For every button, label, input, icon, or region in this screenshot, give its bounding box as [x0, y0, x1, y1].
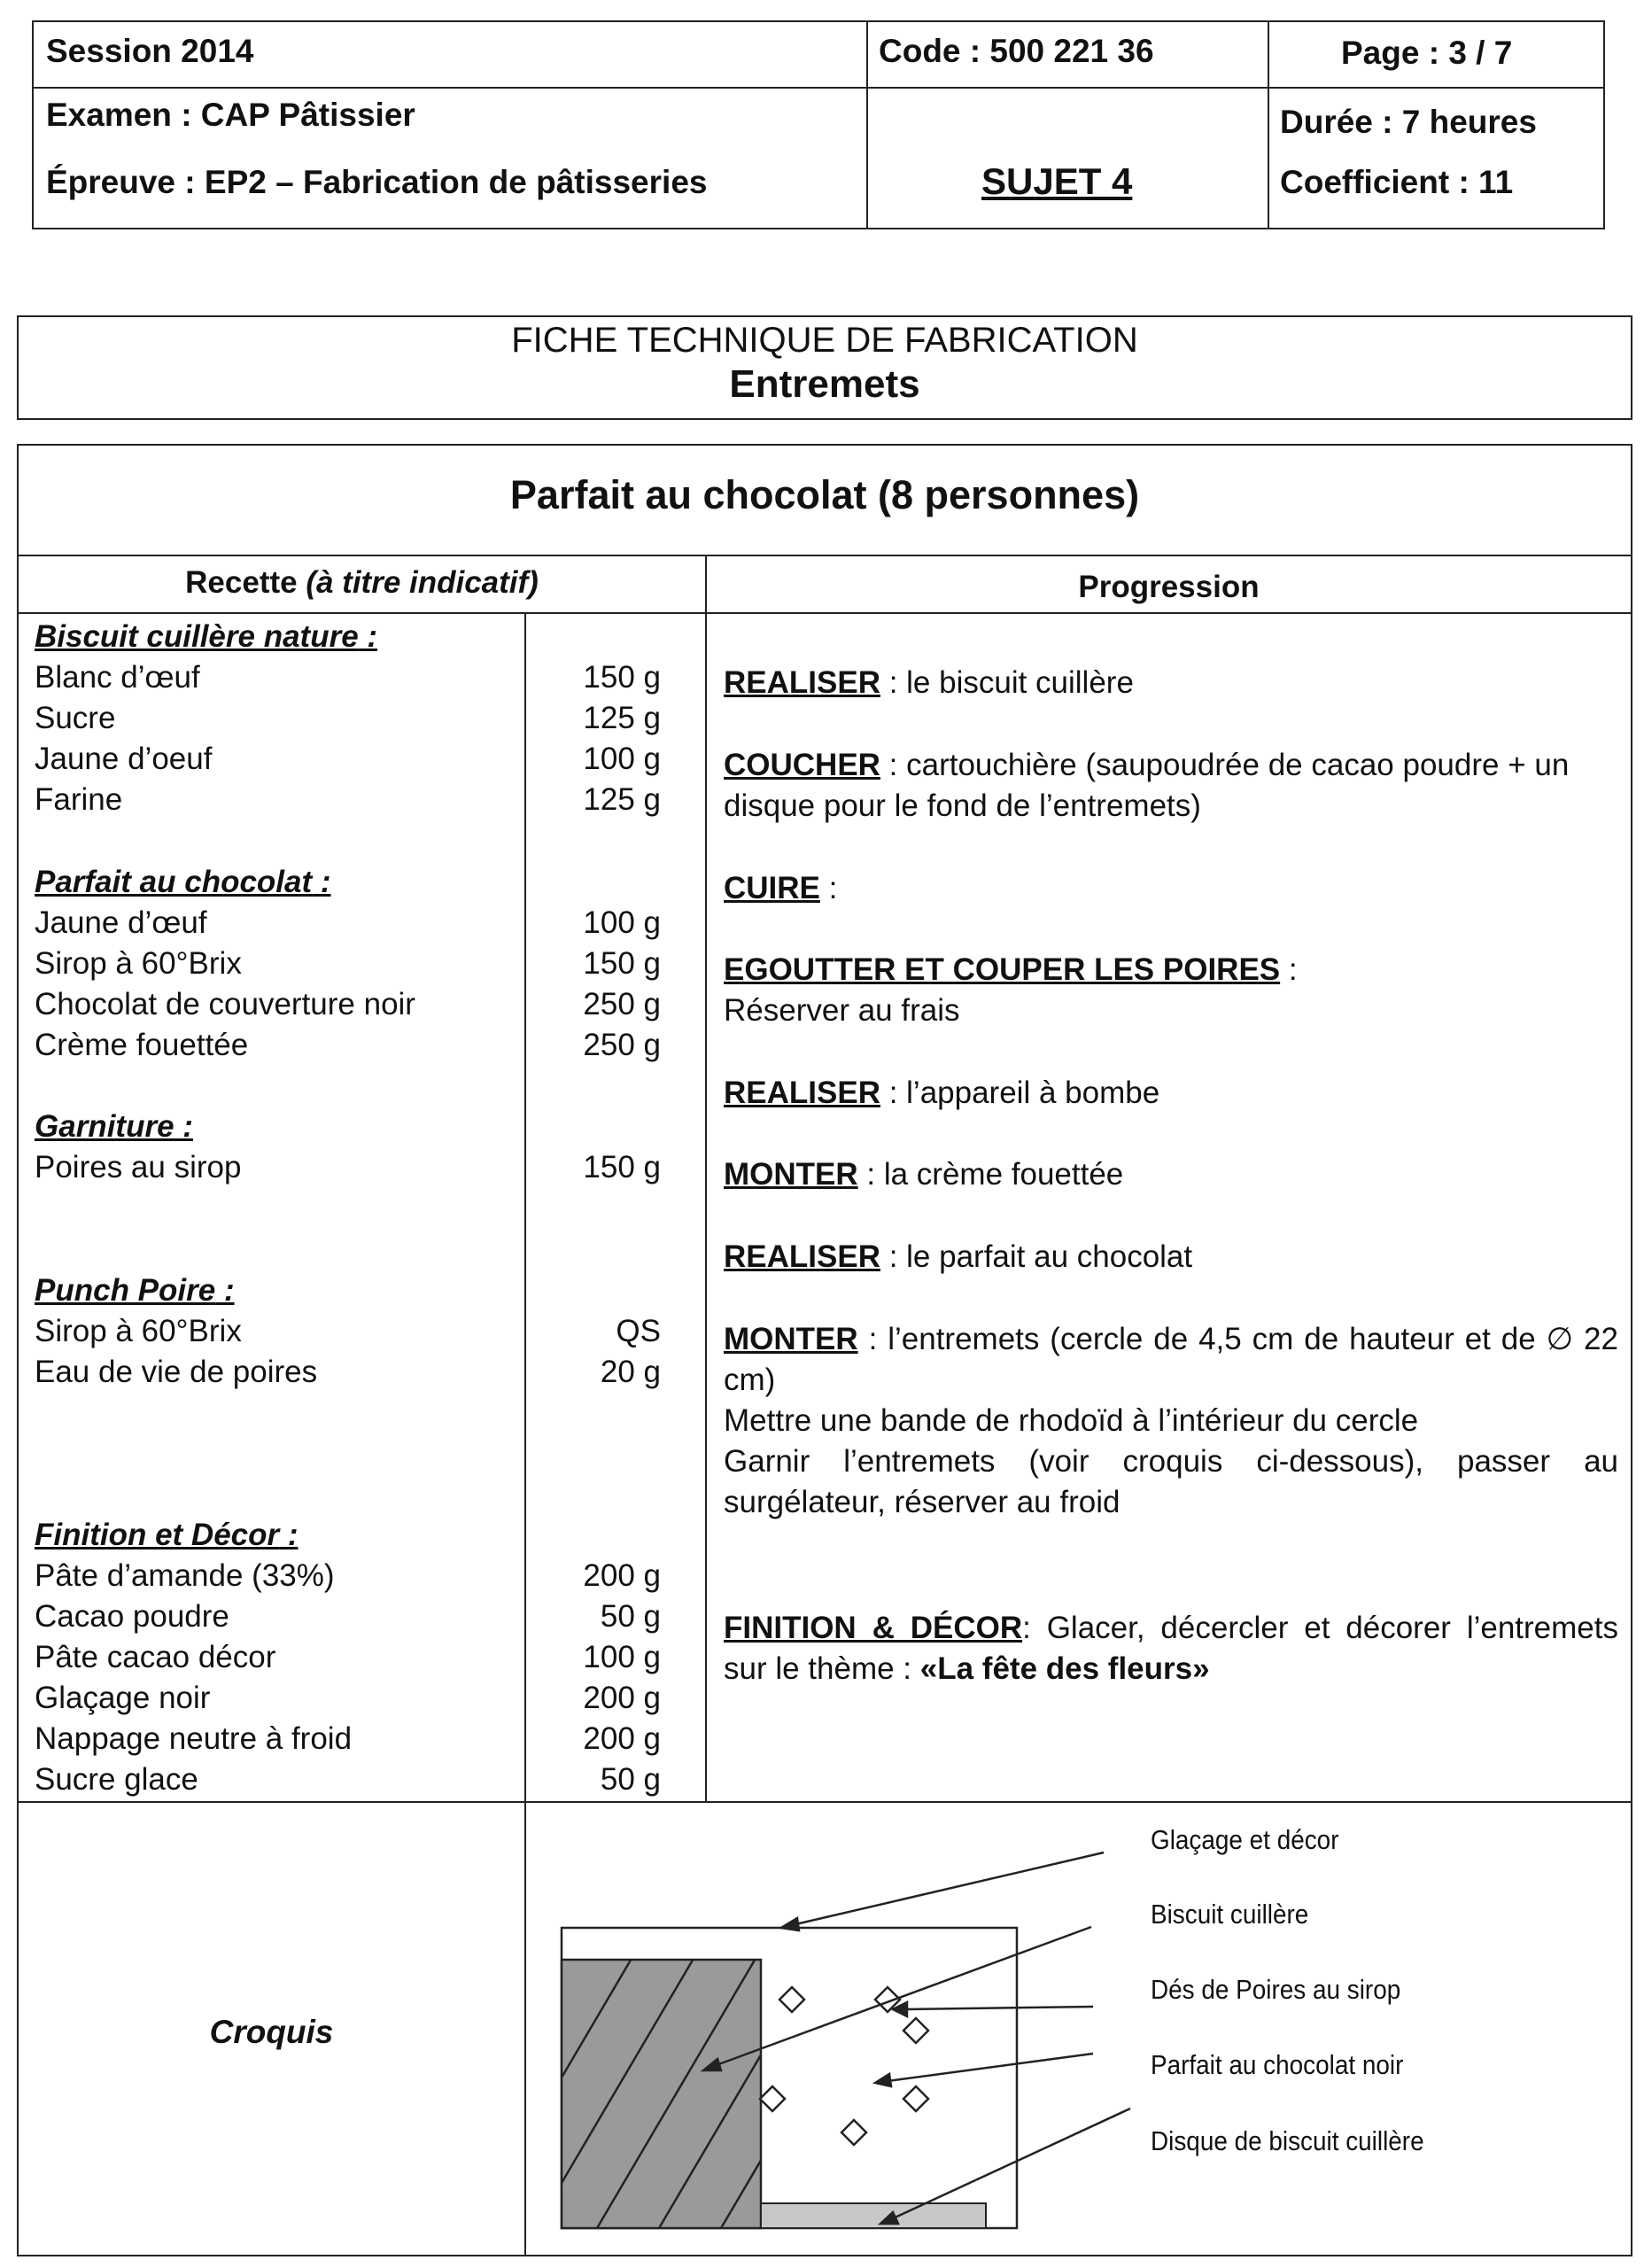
divider — [19, 612, 1631, 614]
recette-header-main: Recette — [185, 565, 306, 600]
ingredient-qty: QS — [616, 1314, 661, 1348]
ingredient-qty: 125 g — [583, 701, 661, 735]
code-label: Code : 500 221 36 — [879, 33, 1154, 69]
ingredient-qty: 100 g — [583, 1640, 661, 1674]
ingredient-qty: 200 g — [583, 1558, 661, 1593]
ingredient-qty: 200 g — [583, 1681, 661, 1715]
recette-header — [19, 565, 705, 601]
page-label: Page : 3 / 7 — [1341, 35, 1513, 71]
ingredient-qty: 250 g — [583, 987, 661, 1021]
divider — [19, 555, 1631, 556]
divider — [866, 22, 868, 228]
ingredient-qty: 50 g — [600, 1599, 661, 1634]
annotation-label: Dés de Poires au sirop — [1151, 1974, 1401, 2005]
section-title: Garniture : — [35, 1109, 193, 1144]
duration-label: Durée : 7 heures — [1280, 104, 1537, 140]
progression-step: CUIRE : — [724, 871, 838, 905]
ingredient-qty: 20 g — [600, 1355, 661, 1389]
croquis-label: Croquis — [209, 2014, 334, 2050]
progression-step: MONTER : la crème fouettée — [724, 1157, 1124, 1192]
ingredient-name: Pâte d’amande (33%) — [35, 1558, 335, 1593]
section-title: Punch Poire : — [35, 1273, 235, 1308]
ingredient-qty: 150 g — [583, 946, 661, 981]
progression-step: REALISER : le biscuit cuillère — [724, 665, 1134, 700]
divider — [34, 87, 1603, 89]
ingredient-qty: 150 g — [583, 1150, 661, 1184]
doc-title: FICHE TECHNIQUE DE FABRICATION — [511, 321, 1138, 360]
ingredient-name: Nappage neutre à froid — [35, 1721, 353, 1756]
progression-step: FINITION & DÉCOR: Glacer, décercler et décorer l’entremets sur le thème : «La fête des fleurs» — [724, 1611, 1618, 1686]
annotation-label: Disque de biscuit cuillère — [1151, 2125, 1424, 2156]
progression-step: REALISER : l’appareil à bombe — [724, 1076, 1160, 1110]
ingredient-name: Jaune d’œuf — [35, 905, 207, 940]
ingredient-qty: 50 g — [600, 1762, 661, 1797]
ingredient-name: Cacao poudre — [35, 1599, 229, 1634]
croquis-diagram — [526, 1803, 1631, 2255]
annotation-label: Glaçage et décor — [1151, 1824, 1339, 1855]
recipe-table — [17, 444, 1632, 2256]
ingredient-name: Sucre glace — [35, 1762, 198, 1797]
ingredient-qty: 250 g — [583, 1028, 661, 1062]
ingredient-qty: 125 g — [583, 782, 661, 817]
divider — [1268, 22, 1269, 228]
ingredient-name: Sirop à 60°Brix — [35, 946, 242, 981]
bottom-disc — [761, 2203, 986, 2228]
ingredient-name: Sirop à 60°Brix — [35, 1314, 242, 1348]
progression-step: COUCHER : cartouchière (saupoudrée de cacao poudre + un disque pour le fond de l’entremets) — [724, 748, 1570, 823]
title-box — [17, 315, 1632, 420]
progression-step: MONTER : l’entremets (cercle de 4,5 cm de hauteur et de ∅ 22 cm) Mettre une bande de rhodoïd à l’intérieur du cercle Garnir l’entremets (voir croquis ci-dessous), passer au surgélateur, réserver au froid — [724, 1322, 1618, 1519]
ingredient-name: Crème fouettée — [35, 1028, 249, 1062]
divider — [705, 555, 707, 1801]
annotation-label: Biscuit cuillère — [1151, 1899, 1309, 1930]
ingredient-name: Sucre — [35, 701, 116, 735]
section-title: Finition et Décor : — [35, 1518, 299, 1552]
progression-step: EGOUTTER ET COUPER LES POIRES : Réserver au frais — [724, 952, 1298, 1028]
ingredient-name: Poires au sirop — [35, 1150, 242, 1184]
ingredient-name: Chocolat de couverture noir — [35, 987, 415, 1021]
ingredient-name: Pâte cacao décor — [35, 1640, 276, 1674]
section-title: Parfait au chocolat : — [35, 865, 331, 899]
exam-label: Examen : CAP Pâtissier — [46, 97, 415, 133]
doc-subtitle: Entremets — [729, 362, 920, 406]
ingredient-name: Glaçage noir — [35, 1681, 211, 1715]
coefficient-label: Coefficient : 11 — [1280, 164, 1514, 200]
recipe-title: Parfait au chocolat (8 personnes) — [509, 472, 1140, 517]
ingredient-name: Eau de vie de poires — [35, 1355, 318, 1389]
exam-header — [32, 20, 1605, 229]
ingredient-qty: 100 g — [583, 905, 661, 940]
progression-header: Progression — [1078, 570, 1260, 604]
ingredient-name: Jaune d’oeuf — [35, 742, 213, 776]
section-title: Biscuit cuillère nature : — [35, 619, 378, 654]
recette-header-note: (à titre indicatif) — [306, 565, 539, 600]
ingredient-name: Farine — [35, 782, 123, 817]
progression-step: REALISER : le parfait au chocolat — [724, 1239, 1193, 1274]
session-label: Session 2014 — [46, 33, 254, 69]
ingredient-qty: 150 g — [583, 660, 661, 695]
ingredient-name: Blanc d’œuf — [35, 660, 200, 695]
ingredient-qty: 100 g — [583, 742, 661, 776]
sujet-label: SUJET 4 — [981, 160, 1133, 202]
annotation-label: Parfait au chocolat noir — [1151, 2049, 1404, 2080]
epreuve-label: Épreuve : EP2 – Fabrication de pâtisseries — [46, 164, 708, 200]
ingredient-qty: 200 g — [583, 1721, 661, 1756]
